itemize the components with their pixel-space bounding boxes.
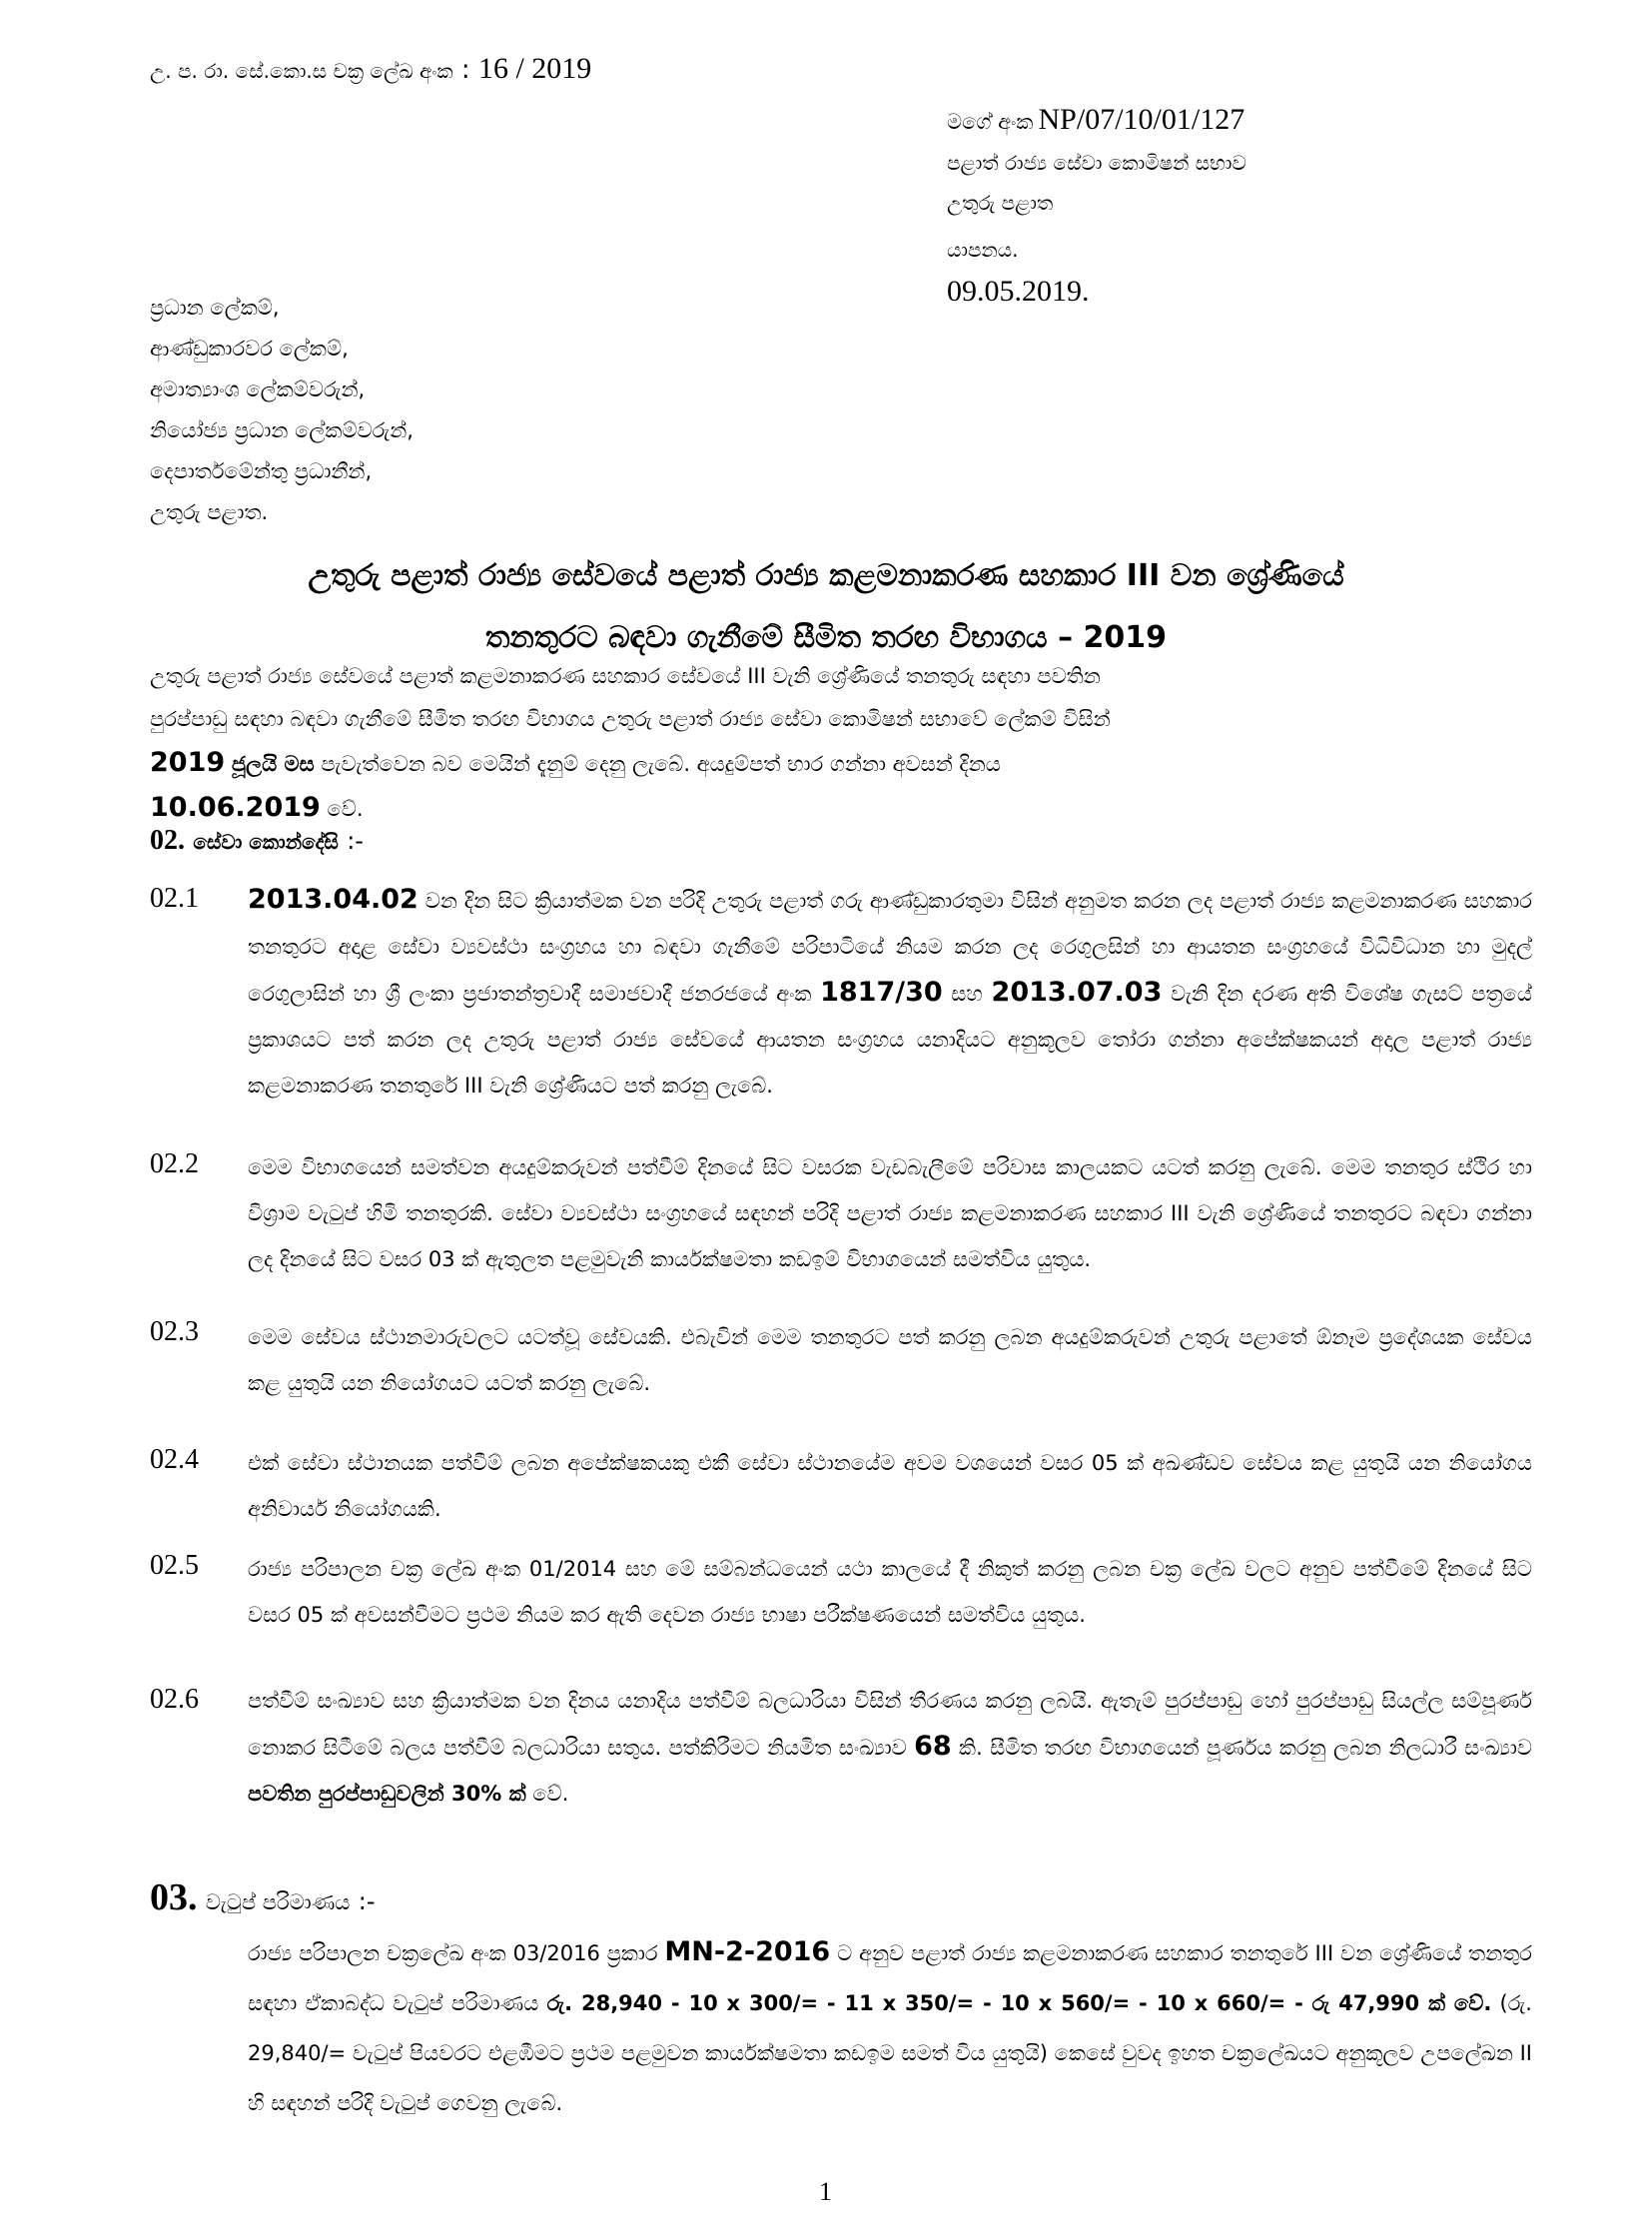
- paragraph-text: ට අනුව පළාත් රාජ්‍ය කළමනාකරණ සහකාර තනතුරේ III වන ශ්‍රේණියේ තනතුර සඳහා ඒකාබද්ධ වැටුප් පරිමාණය: [248, 1941, 1532, 2015]
- paragraph-text: සහ: [951, 982, 983, 1006]
- paragraph-text: රාජ්‍ය පරිපාලන චක්‍රලේඛ අංක 03/2016 ප්‍රකාර: [248, 1941, 658, 1965]
- addressee: ආණ්ඩුකාරවර ලේකම්,: [150, 337, 349, 361]
- document-title-line-1: උතුරු පළාත් රාජ්‍ය සේවයේ පළාත් රාජ්‍ය කළමනාකරණ සහකාර III වන ශ්‍රේණියේ: [308, 558, 1344, 593]
- intro-line: [150, 741, 1532, 786]
- paragraph-02-5: රාජ්‍ය පරිපාලන චක්‍ර ලේඛ අංක 01/2014 සහ මේ සම්බන්ධයෙන් යථා කාලයේ දී නිකුත් කරනු ලබන චක්‍ර ලේඛ වලට අනුව පත්වීමේ දිනයේ සිට වසර 05 ක් අවසන්වීමට ප්‍රථම නියම කර ඇති දෙවන රාජ්‍ය භාෂා පරීක්ෂණයෙන් සමත්විය යුතුය.: [248, 1557, 1532, 1627]
- paragraph-02-4: එක් සේවා ස්ථානයක පත්වීම් ලබන අපේක්ෂකයකු එකී සේවා ස්ථානයේම අවම වශයෙන් වසර 05 ක් අඛණ්ඩව සේවය කළ යුතුයි යන නියෝගය අනිවාර්ය නියෝගයකි.: [248, 1451, 1532, 1521]
- my-number-label: මගේ අංක: [947, 110, 1034, 134]
- paragraph-text: කි. සීමිත තරඟ විභාගයෙන් පූර්ණය කරනු ලබන නිලධාරී සංඛ්‍යාව: [959, 1736, 1532, 1760]
- section-3-heading: [150, 1875, 376, 1919]
- addressee: උතුරු පළාත.: [150, 500, 269, 524]
- addressee: නියෝජ්‍ය ප්‍රධාන ලේකම්වරුන්,: [150, 418, 413, 442]
- section-title: වැටුප් පරිමාණය: [205, 1890, 351, 1914]
- my-number: NP/07/10/01/127: [1038, 103, 1245, 136]
- letterhead-organization: පළාත් රාජ්‍ය සේවා කොමිෂන් සභාව: [947, 151, 1246, 175]
- paragraph-02-1: [248, 877, 1532, 1109]
- addressee: අමාත්‍යාංශ ලේකම්වරුන්,: [150, 377, 366, 401]
- intro-line: උතුරු පළාත් රාජ්‍ය සේවයේ පළාත් කළමනාකරණ සහකාර සේවයේ III වැනි ශ්‍රේණියේ තනතුරු සඳහා පවතින: [150, 664, 1101, 688]
- salary-scale-paragraph: [248, 1927, 1532, 2128]
- paragraph-number: 02.1: [150, 883, 199, 914]
- exam-year: 2019: [150, 747, 226, 778]
- section-title: සේවා කොන්දේසි: [193, 830, 339, 854]
- letterhead-province: උතුරු පළාත: [947, 191, 1054, 215]
- addressee: ප්‍රධාන ලේකම්,: [150, 296, 280, 320]
- exam-month: ජූලයි මස: [231, 752, 315, 776]
- paragraph-number: 02.3: [150, 1316, 199, 1347]
- effective-date: 2013.04.02: [248, 884, 418, 915]
- paragraph-number: 02.6: [150, 1684, 199, 1715]
- section-suffix: :-: [358, 1887, 376, 1915]
- paragraph-text: (රු. 29,840/= වැටුප් පියවරට එළඹීමට ප්‍රථම පළමුවන කාර්යක්ෂමතා කඩඉම සමත් විය යුතුයි) කෙසේ වුවද ඉහත චක්‍රලේඛයට අනුකූලව උපලේඛන II හි සඳහන් පරිදි වැටුප් ගෙවනු ලැබේ.: [248, 1991, 1532, 2115]
- letter-date: 09.05.2019.: [947, 275, 1090, 308]
- section-number: 03.: [150, 1876, 198, 1918]
- intro-line-text: පැවැත්වෙන බව මෙයින් දැනුම් දෙනු ලැබේ. අයදුම්පත් භාර ගන්නා අවසන් දිනය: [321, 752, 1001, 776]
- document-title-line-2: තනතුරට බඳවා ගැනීමේ සීමිත තරඟ විභාගය – 2019: [484, 620, 1168, 655]
- section-2-heading: [150, 825, 364, 857]
- vacancy-count: 68: [914, 1731, 952, 1762]
- paragraph-02-6: [248, 1678, 1532, 1817]
- intro-paragraph: [150, 655, 1532, 831]
- intro-line-text: වේ.: [327, 797, 364, 821]
- circular-reference-label: උ. ප. රා. සේ.කො.ස චක්‍ර ලේඛ අංක: [150, 59, 453, 83]
- circular-code: MN-2-2016: [664, 1936, 831, 1967]
- gazette-number: 1817/30: [820, 977, 943, 1008]
- paragraph-text: වැනි දින දරණ අති විශේෂ ගැසට් පත්‍රයේ ප්‍රකාශයට පත් කරන ලද උතුරු පළාත් රාජ්‍ය සේවයේ ආයතන සංග්‍රහය යනාදියට අනුකූලව තෝරා ගන්නා අපේක්ෂකයන් අදාල පළාත් රාජ්‍ය කළමනාකරණ තනතුරේ III වැනි ශ්‍රේණියට පත් කරනු ලැබේ.: [248, 982, 1532, 1098]
- section-suffix: :-: [347, 827, 364, 855]
- addressee-list: [150, 288, 413, 533]
- paragraph-02-3: මෙම සේවය ස්ථානමාරුවලට යටත්වූ සේවයකි. එබැවින් මෙම තනතුරට පත් කරනු ලබන අයදුම්කරුවන් උතුරු පළාතේ ඕනෑම ප්‍රදේශයක සේවය කළ යුතුයි යන නියෝගයට යටත් කරනු ලැබේ.: [248, 1325, 1532, 1395]
- paragraph-text: වේ.: [532, 1782, 569, 1806]
- gazette-date: 2013.07.03: [991, 977, 1163, 1008]
- closing-date: 10.06.2019: [150, 792, 321, 823]
- page-number: 1: [819, 2177, 832, 2206]
- letterhead-city: යාපනය.: [947, 238, 1019, 262]
- paragraph-text: වන දින සිට ක්‍රියාත්මක වන පරිදි උතුරු පළාත් ගරු ආණ්ඩුකාරතුමා විසින් අනුමත කරන ලද පළාත් රාජ්‍ය කළමනාකරණ සහකාර තනතුරට අදාළ සේවා ව්‍යවස්ථා සංග්‍රහය හා බඳවා ගැනීමේ පරිපාටියේ නියම කරන ලද රෙගුලසින් හා ආයතන සංග්‍රහයේ විධිවිධාන හා මුදල් රෙගුලාසින් හා ශ්‍රී ලංකා ප්‍රජාතන්ත්‍රවාදී සමාජවාදී ජනරජයේ අංක: [248, 889, 1532, 1006]
- intro-line: පුරප්පාඩු සඳහා බඳවා ගැනීමේ සීමිත තරඟ විභාගය උතුරු පළාත් රාජ්‍ය සේවා කොමිෂන් සභාවේ ලේකම් විසින්: [150, 707, 1111, 731]
- paragraph-number: 02.4: [150, 1444, 199, 1475]
- addressee: දෙපාර්තමේන්තු ප්‍රධානීන්,: [150, 459, 373, 483]
- salary-scale: රු. 28,940 - 10 x 300/= - 11 x 350/= - 10 x 560/= - 10 x 660/= - රු 47,990 ක් වේ.: [546, 1991, 1492, 2015]
- vacancy-share: පවතින පුරප්පාඩුවලින් 30% ක්: [248, 1782, 526, 1806]
- paragraph-text: පත්වීම් සංඛ්‍යාව සහ ක්‍රියාත්මක වන දිනය යනාදිය පත්වීම් බලධාරියා විසින් තීරණය කරනු ලබයි. ඇතැම් පුරප්පාඩු හෝ පුරප්පාඩු සියල්ල සම්පූර්ණ නොකර සිටීමේ බලය පත්වීම් බලධාරියා සතුය. පත්කිරීමට නියමිත සංඛ්‍යාව: [248, 1689, 1532, 1760]
- circular-reference-sep: :: [460, 55, 470, 85]
- paragraph-02-2: මෙම විභාගයෙන් සමත්වන අයදුම්කරුවන් පත්වීම් දිනයේ සිට වසරක වැඩබැලීමේ පරිවාස කාලයකට යටත් කරනු ලැබේ. මෙම තනතුර ස්ථිර හා විශ්‍රාම වැටුප් හිමි තනතුරකි. සේවා ව්‍යවස්ථා සංග්‍රහයේ සඳහන් පරිදි පළාත් රාජ්‍ය කළමනාකරණ සහකාර III වැනි ශ්‍රේණියේ තනතුරට බඳවා ගන්නා ලද දිනයේ සිට වසර 03 ක් ඇතුලත පළමුවැනි කාර්යක්ෂමතා කඩඉම් විභාගයෙන් සමත්විය යුතුය.: [248, 1155, 1532, 1271]
- paragraph-number: 02.2: [150, 1148, 199, 1179]
- letterhead: [947, 100, 1246, 312]
- circular-reference: [150, 52, 591, 86]
- circular-reference-number: 16 / 2019: [477, 52, 592, 85]
- section-number: 02.: [150, 825, 185, 856]
- paragraph-number: 02.5: [150, 1550, 199, 1581]
